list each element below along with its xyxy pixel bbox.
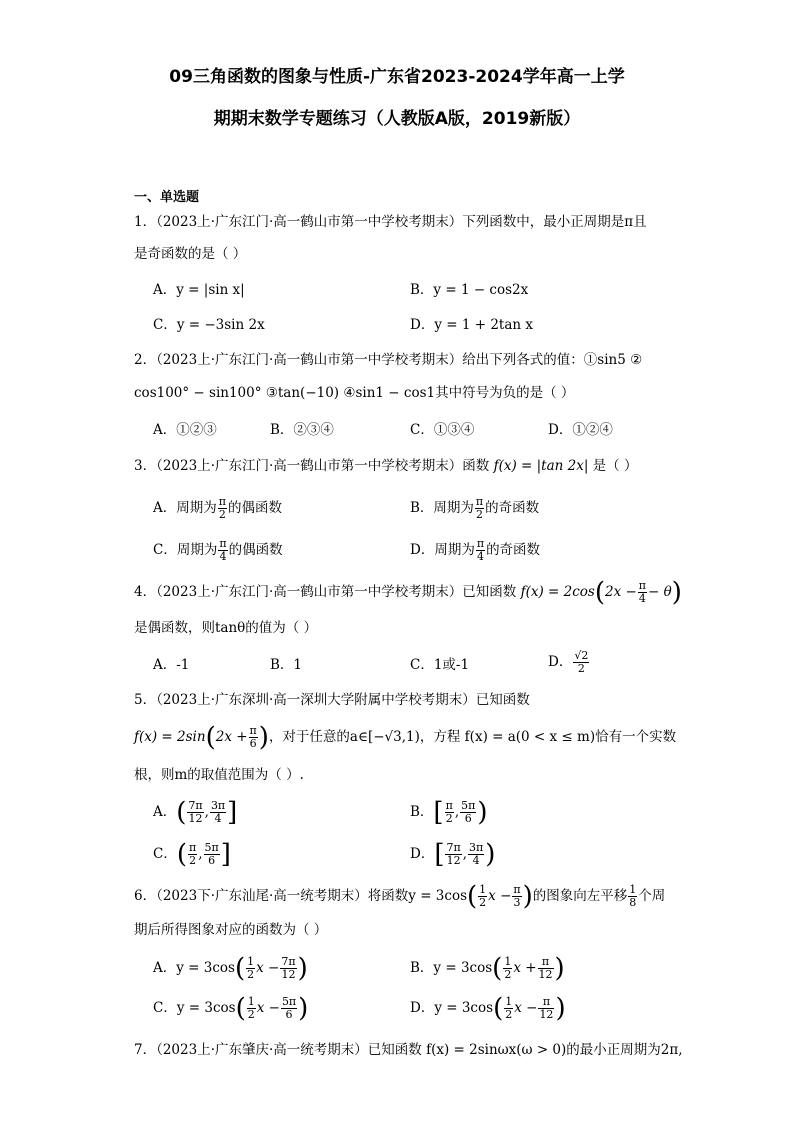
- frac-numerator: 1: [504, 955, 512, 968]
- comma: ,: [204, 804, 209, 820]
- document-title-line2: 期期末数学专题练习（人教版A版，2019新版）: [213, 109, 581, 129]
- frac-numerator: 1: [247, 955, 255, 968]
- q3-stem-suffix: 是（ ）: [592, 458, 638, 474]
- frac-denominator: 6: [464, 812, 472, 825]
- frac: [478, 884, 487, 909]
- q3-b-text: 的奇函数: [485, 500, 540, 516]
- frac: [512, 884, 521, 909]
- q1-option-a: A．y = |sin x|: [153, 282, 245, 298]
- frac-denominator: 12: [446, 854, 461, 867]
- bracket-open: [: [434, 839, 445, 870]
- q4-option-b: B．1: [270, 657, 303, 673]
- q5-stem-line2: [134, 722, 734, 753]
- frac-numerator: 5π: [204, 841, 219, 854]
- frac-denominator: 4: [638, 592, 646, 605]
- q4-option-a: A．-1: [153, 657, 190, 673]
- frac-numerator: π: [249, 724, 257, 737]
- q4-stem-prefix: 4．（2023上·广东江门·高一鹤山市第一中学校考期末）已知函数: [134, 584, 517, 600]
- frac-denominator: 3: [513, 896, 521, 909]
- q4-expr-inner1: 2x −: [604, 584, 637, 600]
- paren-open: (: [205, 722, 216, 753]
- frac: [468, 842, 484, 867]
- q5-option-b: [410, 797, 488, 828]
- q3-d-text: 的奇函数: [486, 542, 541, 558]
- frac: [628, 884, 637, 909]
- frac-denominator: 2: [247, 1008, 255, 1021]
- frac-denominator: 4: [214, 812, 222, 825]
- frac-denominator: 12: [539, 1008, 554, 1021]
- q2-stem-line2: cos100° − sin100° ③tan(−10) ④sin1 − cos1其中符号为负的是（ ）: [134, 385, 575, 401]
- frac-denominator: 6: [208, 854, 216, 867]
- frac-denominator: 12: [281, 968, 296, 981]
- frac-numerator: 1: [505, 995, 513, 1008]
- q3-option-a: [153, 496, 282, 521]
- q5-expr-head: f(x) = 2sin: [134, 729, 206, 745]
- frac-denominator: 2: [189, 854, 197, 867]
- frac-denominator: 6: [249, 737, 257, 750]
- paren-close: ): [297, 953, 308, 984]
- frac-denominator: 2: [504, 968, 512, 981]
- q6-c-label: C．y = 3cos: [153, 1000, 236, 1016]
- q4-d-fraction: [573, 650, 589, 675]
- q1-option-c: C．y = −3sin 2x: [153, 317, 265, 333]
- frac-denominator: 12: [188, 812, 203, 825]
- q6-stem-suffix: 的图象向左平移: [532, 888, 628, 904]
- q6-a-label: A．y = 3cos: [153, 960, 235, 976]
- q6-d-label: D．y = 3cos: [410, 1000, 494, 1016]
- q6-stem-prefix: 6．（2023下·广东汕尾·高一统考期末）将函数y = 3cos: [134, 888, 468, 904]
- frac-numerator: π: [218, 495, 226, 508]
- paren-open: (: [235, 993, 246, 1024]
- q3-d-fraction: [476, 538, 485, 563]
- section-heading: 一、单选题: [134, 190, 200, 205]
- expr-x: x −: [256, 960, 280, 976]
- q4-d-label: D．: [548, 654, 573, 670]
- q4-option-d: [548, 650, 590, 675]
- q3-option-d: [410, 538, 540, 563]
- frac: [247, 996, 256, 1021]
- frac-denominator: 8: [629, 896, 637, 909]
- q2-option-b: B．②③④: [270, 422, 334, 438]
- frac-denominator: 6: [285, 1008, 293, 1021]
- q3-stem-line1: [134, 456, 664, 476]
- frac-denominator: 2: [479, 896, 487, 909]
- frac: [187, 800, 203, 825]
- bracket-open: [: [433, 797, 444, 828]
- q3-a-label: A．周期为: [153, 500, 217, 516]
- frac: [280, 956, 296, 981]
- frac-numerator: π: [219, 537, 227, 550]
- paren-open: (: [594, 577, 605, 608]
- frac: [504, 996, 513, 1021]
- frac: [188, 842, 197, 867]
- q4-expr-head: f(x) = 2cos: [520, 584, 595, 600]
- q6-option-b: [410, 953, 565, 984]
- comma: ,: [462, 846, 468, 862]
- q4-stem-line1: [134, 577, 694, 608]
- q5-a-label: A．: [153, 804, 177, 820]
- frac-denominator: 4: [472, 854, 480, 867]
- q7-stem-line1: 7．（2023上·广东肇庆·高一统考期末）已知函数 f(x) = 2sinωx(ω > 0)的最小正周期为2π,: [134, 1042, 683, 1058]
- frac-denominator: 12: [538, 968, 553, 981]
- frac-numerator: π: [638, 579, 647, 592]
- paren-close: ): [555, 993, 566, 1024]
- q5-option-a: [153, 797, 238, 828]
- frac-numerator: 7π: [281, 955, 296, 968]
- frac: [204, 842, 220, 867]
- paren-open: (: [493, 993, 504, 1024]
- frac-numerator: 5π: [461, 799, 476, 812]
- paren-close: ): [485, 839, 496, 870]
- frac-denominator: 2: [218, 508, 226, 521]
- q3-b-fraction: [475, 496, 484, 521]
- frac-numerator: 3π: [210, 799, 226, 812]
- q6-expr-x: x −: [488, 888, 512, 904]
- frac-numerator: π: [445, 799, 453, 812]
- comma: ,: [198, 846, 203, 862]
- frac-denominator: 4: [476, 550, 484, 563]
- paren-open: (: [492, 953, 503, 984]
- q3-option-b: [410, 496, 539, 521]
- frac: [538, 956, 554, 981]
- frac-numerator: π: [538, 956, 554, 969]
- q1-stem-line2: 是奇函数的是（ ）: [134, 246, 247, 262]
- q5-stem-mid: ，对于任意的a∈[−√3,1)，方程 f(x) = a(0 < x ≤ m)恰有一个实数: [268, 729, 677, 745]
- q5-c-label: C．: [153, 846, 177, 862]
- frac-numerator: 1: [479, 883, 487, 896]
- q3-expression: f(x) = |tan 2x|: [493, 458, 589, 474]
- frac: [210, 800, 226, 825]
- q3-a-fraction: [218, 496, 227, 521]
- frac-denominator: 2: [577, 662, 585, 675]
- frac: [246, 956, 255, 981]
- frac-numerator: 7π: [446, 841, 461, 854]
- frac-numerator: 5π: [281, 995, 297, 1008]
- q5-expr-inner: 2x +: [215, 729, 248, 745]
- expr-x: x −: [256, 1000, 280, 1016]
- q3-b-label: B．周期为: [410, 500, 474, 516]
- q6-option-d: [410, 993, 566, 1024]
- q2-option-c: C．①③④: [410, 422, 475, 438]
- bracket-close: ]: [227, 797, 238, 828]
- paren-open: (: [234, 953, 246, 984]
- q6-stem-end: 个周: [638, 888, 666, 904]
- q5-b-label: B．: [410, 804, 434, 820]
- paren-close: ): [554, 953, 565, 984]
- q5-option-d: [410, 839, 496, 870]
- frac-denominator: 4: [219, 550, 227, 563]
- q6-stem-line1: [134, 881, 734, 912]
- frac: [460, 800, 476, 825]
- frac-numerator: 3π: [469, 841, 484, 854]
- frac-numerator: 1: [247, 995, 255, 1008]
- q5-stem-line1: 5．（2023上·广东深圳·高一深圳大学附属中学校考期末）已知函数: [134, 692, 530, 708]
- frac-denominator: 2: [445, 812, 453, 825]
- q5-fraction: [249, 725, 258, 750]
- frac-numerator: π: [189, 841, 197, 854]
- q1-option-d: D．y = 1 + 2tan x: [410, 317, 533, 333]
- paren-close: ): [298, 993, 309, 1024]
- q3-d-label: D．周期为: [410, 542, 475, 558]
- q3-option-c: [153, 538, 283, 563]
- q3-stem-prefix: 3．（2023上·广东江门·高一鹤山市第一中学校考期末）函数: [134, 458, 490, 474]
- paren-close: ): [671, 577, 682, 608]
- frac-denominator: 2: [476, 508, 484, 521]
- frac-numerator: π: [476, 537, 485, 550]
- comma: ,: [454, 804, 460, 820]
- expr-x: x +: [513, 960, 537, 976]
- frac-numerator: π: [538, 996, 554, 1009]
- q6-option-c: [153, 993, 309, 1024]
- frac-denominator: 2: [505, 1008, 513, 1021]
- q4-option-c: C．1或-1: [410, 657, 470, 673]
- frac-denominator: 2: [247, 968, 255, 981]
- document-title-line1: 09三角函数的图象与性质-广东省2023-2024学年高一上学: [169, 67, 625, 87]
- frac-numerator: 7π: [188, 799, 203, 812]
- q2-option-a: A．①②③: [153, 422, 217, 438]
- paren-close: ): [258, 722, 269, 753]
- q3-c-label: C．周期为: [153, 542, 218, 558]
- frac-numerator: √2: [574, 649, 589, 662]
- q3-a-text: 的偶函数: [227, 500, 282, 516]
- q1-option-b: B．y = 1 − cos2x: [410, 282, 529, 298]
- bracket-close: ]: [220, 839, 231, 870]
- frac-numerator: 1: [629, 883, 637, 896]
- q5-d-label: D．: [410, 846, 435, 862]
- paren-open: (: [176, 797, 187, 828]
- q5-option-c: [153, 839, 231, 870]
- frac: [445, 800, 454, 825]
- frac-numerator: π: [475, 495, 484, 508]
- q5-stem-line3: 根，则m的取值范围为（ ）.: [134, 767, 304, 783]
- frac: [503, 956, 512, 981]
- q6-b-label: B．y = 3cos: [410, 960, 493, 976]
- frac: [445, 842, 461, 867]
- paren-open: (: [176, 839, 187, 870]
- paren-open: (: [467, 881, 478, 912]
- expr-x: x −: [514, 1000, 538, 1016]
- q3-c-fraction: [218, 538, 227, 563]
- q2-option-d: D．①②④: [548, 422, 613, 438]
- q6-option-a: [153, 953, 308, 984]
- q6-stem-line2: 期后所得图象对应的函数为（ ）: [134, 922, 328, 938]
- frac: [538, 996, 554, 1021]
- frac: [281, 996, 297, 1021]
- q3-c-text: 的偶函数: [228, 542, 283, 558]
- q4-fraction: [638, 580, 647, 605]
- q4-expr-inner2: − θ: [648, 584, 672, 600]
- paren-close: ): [477, 797, 488, 828]
- q4-stem-line2: 是偶函数，则tanθ的值为（ ）: [134, 620, 318, 636]
- q1-stem-line1: 1．（2023上·广东江门·高一鹤山市第一中学校考期末）下列函数中，最小正周期是π且: [134, 214, 647, 230]
- frac-numerator: π: [513, 883, 521, 896]
- q2-stem-line1: 2．（2023上·广东江门·高一鹤山市第一中学校考期末）给出下列各式的值：①sin5 ②: [134, 352, 643, 368]
- paren-close: ): [522, 881, 533, 912]
